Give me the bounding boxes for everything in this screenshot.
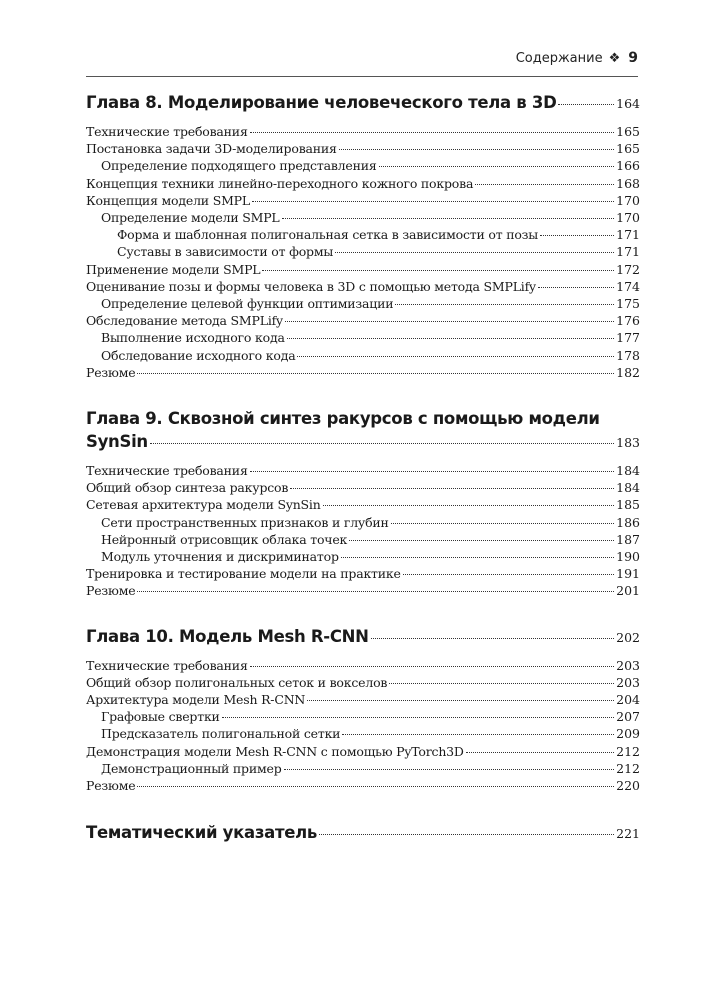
toc-entry[interactable] (86, 329, 640, 346)
leader-dots (395, 304, 614, 305)
index-heading[interactable] (86, 822, 640, 845)
index-title: Тематический указатель (86, 823, 318, 843)
toc-entry-page: 170 (616, 192, 640, 208)
toc-entry-text: Концепция техники линейно-переходного кожного покрова (86, 175, 474, 191)
toc-entry-page: 204 (616, 692, 640, 708)
table-of-contents (86, 90, 640, 845)
toc-entry-text: Определение модели SMPL (101, 210, 280, 226)
toc-entry-page: 172 (616, 261, 640, 277)
toc-entry-text: Демонстрационный пример (101, 760, 282, 776)
four-diamond-ornament-icon: ❖ (608, 50, 621, 66)
toc-entry-text: Резюме (86, 778, 136, 794)
toc-entry-text: Обследование метода SMPLify (86, 313, 283, 329)
toc-entry[interactable] (86, 691, 640, 708)
leader-dots (262, 270, 614, 271)
toc-entry[interactable] (86, 565, 640, 582)
leader-dots (250, 666, 615, 667)
leader-dots (466, 752, 614, 753)
toc-entry[interactable] (86, 657, 640, 674)
toc-entry-page: 190 (616, 549, 640, 565)
chapter-10-title: Глава 10. Модель Mesh R-CNN (86, 626, 369, 646)
toc-entry[interactable] (86, 226, 640, 243)
toc-entry-page: 201 (616, 583, 640, 599)
toc-entry[interactable] (86, 531, 640, 548)
toc-entry-page: 175 (616, 296, 640, 312)
toc-entry-page: 212 (616, 743, 640, 759)
toc-entry-text: Архитектура модели Mesh R-CNN (86, 692, 306, 708)
toc-entry-text: Обследование исходного кода (101, 347, 296, 363)
leader-dots (137, 591, 614, 592)
leader-dots (282, 218, 615, 219)
leader-dots (222, 717, 614, 718)
toc-entry-page: 182 (616, 364, 640, 380)
toc-entry-text: Постановка задачи 3D-моделирования (86, 141, 337, 157)
toc-entry-text: Резюме (86, 583, 136, 599)
toc-entry-page: 203 (616, 657, 640, 673)
chapter-8 (86, 92, 640, 381)
toc-entry-text: Резюме (86, 364, 136, 380)
leader-dots (339, 149, 614, 150)
leader-dots (403, 574, 614, 575)
leader-dots (150, 443, 614, 444)
toc-entry-page: 185 (616, 497, 640, 513)
chapter-9-heading-line1[interactable] (86, 407, 640, 431)
toc-entry[interactable] (86, 462, 640, 479)
chapter-10-page: 202 (616, 629, 640, 645)
toc-entry-page: 184 (616, 480, 640, 496)
toc-entry[interactable] (86, 192, 640, 209)
leader-dots (538, 287, 614, 288)
toc-entry[interactable] (86, 278, 640, 295)
leader-dots (290, 488, 614, 489)
leader-dots (323, 505, 615, 506)
chapter-9-title-line2: SynSin (86, 432, 148, 452)
toc-entry[interactable] (86, 140, 640, 157)
toc-entry-page: 165 (616, 124, 640, 139)
toc-entry-text: Форма и шаблонная полигональная сетка в зависимости от позы (117, 227, 539, 243)
toc-entry[interactable] (86, 295, 640, 312)
toc-entry[interactable] (86, 312, 640, 329)
index-page: 221 (616, 826, 640, 842)
leader-dots (349, 540, 614, 541)
leader-dots (540, 235, 614, 236)
toc-entry-page: 171 (616, 227, 640, 243)
toc-entry-page: 165 (616, 141, 640, 157)
toc-entry-page: 207 (616, 709, 640, 725)
toc-entry-text: Общий обзор синтеза ракурсов (86, 480, 289, 496)
toc-entry[interactable] (86, 760, 640, 777)
leader-dots (250, 471, 615, 472)
leader-dots (285, 321, 614, 322)
leader-dots (319, 834, 614, 835)
toc-entry-page: 203 (616, 674, 640, 690)
header-wrap (516, 50, 638, 66)
leader-dots (558, 104, 614, 105)
toc-entry-page: 176 (616, 313, 640, 329)
toc-entry[interactable] (86, 261, 640, 278)
toc-entry-text: Сетевая архитектура модели SynSin (86, 497, 321, 513)
chapter-8-page: 164 (616, 96, 640, 111)
toc-entry-page: 174 (616, 278, 640, 294)
leader-dots (307, 700, 614, 701)
chapter-10-entries (86, 657, 640, 795)
chapter-8-entries (86, 123, 640, 381)
index-section (86, 822, 640, 845)
toc-entry[interactable] (86, 157, 640, 174)
chapter-9-page: 183 (616, 435, 640, 451)
chapter-10 (86, 626, 640, 795)
toc-entry[interactable] (86, 347, 640, 364)
leader-dots (342, 734, 614, 735)
toc-entry-page: 166 (616, 158, 640, 174)
leader-dots (389, 683, 614, 684)
leader-dots (335, 252, 614, 253)
header-title: Содержание (515, 50, 603, 66)
header-page-number: 9 (628, 50, 638, 66)
toc-entry-page: 187 (616, 531, 640, 547)
toc-entry[interactable] (86, 743, 640, 760)
toc-entry-text: Технические требования (86, 124, 248, 139)
running-header (86, 0, 638, 77)
toc-entry[interactable] (86, 364, 640, 381)
toc-entry-page: 191 (616, 566, 640, 582)
toc-entry-text: Технические требования (86, 463, 248, 479)
toc-entry[interactable] (86, 514, 640, 531)
toc-entry-text: Применение модели SMPL (86, 261, 261, 277)
toc-entry-text: Оценивание позы и формы человека в 3D с помощью метода SMPLify (86, 278, 536, 294)
toc-entry-text: Демонстрация модели Mesh R-CNN с помощью PyTorch3D (86, 743, 464, 759)
leader-dots (284, 769, 615, 770)
chapter-9-entries (86, 462, 640, 600)
leader-dots (379, 166, 615, 167)
chapter-9 (86, 407, 640, 600)
chapter-9-heading-line2[interactable] (86, 431, 640, 454)
toc-entry[interactable] (86, 708, 640, 725)
chapter-9-title-line1: Глава 9. Сквозной синтез ракурсов с помощью модели (86, 409, 600, 429)
toc-entry-text: Тренировка и тестирование модели на практике (86, 566, 401, 582)
leader-dots (287, 338, 614, 339)
toc-entry-page: 170 (616, 210, 640, 226)
toc-entry[interactable] (86, 582, 640, 599)
leader-dots (391, 523, 614, 524)
toc-entry-text: Предсказатель полигональной сетки (101, 726, 341, 742)
toc-entry[interactable] (86, 209, 640, 226)
toc-entry-text: Сети пространственных признаков и глубин (101, 514, 389, 530)
toc-entry-text: Модуль уточнения и дискриминатор (101, 549, 339, 565)
toc-entry-page: 168 (616, 175, 640, 191)
toc-entry-text: Нейронный отрисовщик облака точек (101, 531, 348, 547)
toc-entry-page: 209 (616, 726, 640, 742)
toc-entry-text: Концепция модели SMPL (86, 192, 250, 208)
toc-entry-page: 178 (616, 347, 640, 363)
toc-entry-text: Технические требования (86, 657, 248, 673)
toc-entry[interactable] (86, 175, 640, 192)
toc-entry[interactable] (86, 496, 640, 513)
toc-entry[interactable] (86, 725, 640, 742)
leader-dots (252, 201, 614, 202)
toc-entry-page: 184 (616, 463, 640, 479)
chapter-8-title: Глава 8. Моделирование человеческого тела в 3D (86, 93, 557, 112)
toc-entry-text: Общий обзор полигональных сеток и вокселов (86, 674, 388, 690)
toc-entry-text: Определение целевой функции оптимизации (101, 296, 394, 312)
leader-dots (137, 373, 614, 374)
toc-entry[interactable] (86, 479, 640, 496)
leader-dots (250, 132, 615, 133)
toc-entry-page: 171 (616, 244, 640, 260)
toc-entry-text: Графовые свертки (101, 709, 220, 725)
leader-dots (297, 356, 614, 357)
toc-entry[interactable] (86, 548, 640, 565)
chapter-8-heading[interactable] (86, 92, 640, 115)
toc-entry-text: Выполнение исходного кода (101, 330, 285, 346)
toc-entry[interactable] (86, 243, 640, 260)
toc-entry-page: 220 (616, 778, 640, 794)
toc-entry[interactable] (86, 777, 640, 794)
leader-dots (371, 638, 614, 639)
toc-entry-page: 177 (616, 330, 640, 346)
toc-entry-text: Суставы в зависимости от формы (117, 244, 334, 260)
leader-dots (475, 184, 614, 185)
toc-entry-page: 212 (616, 760, 640, 776)
toc-entry-text: Определение подходящего представления (101, 158, 377, 174)
toc-entry-page: 186 (616, 514, 640, 530)
leader-dots (341, 557, 614, 558)
toc-entry[interactable] (86, 123, 640, 140)
toc-entry[interactable] (86, 674, 640, 691)
chapter-10-heading[interactable] (86, 626, 640, 649)
leader-dots (137, 786, 614, 787)
